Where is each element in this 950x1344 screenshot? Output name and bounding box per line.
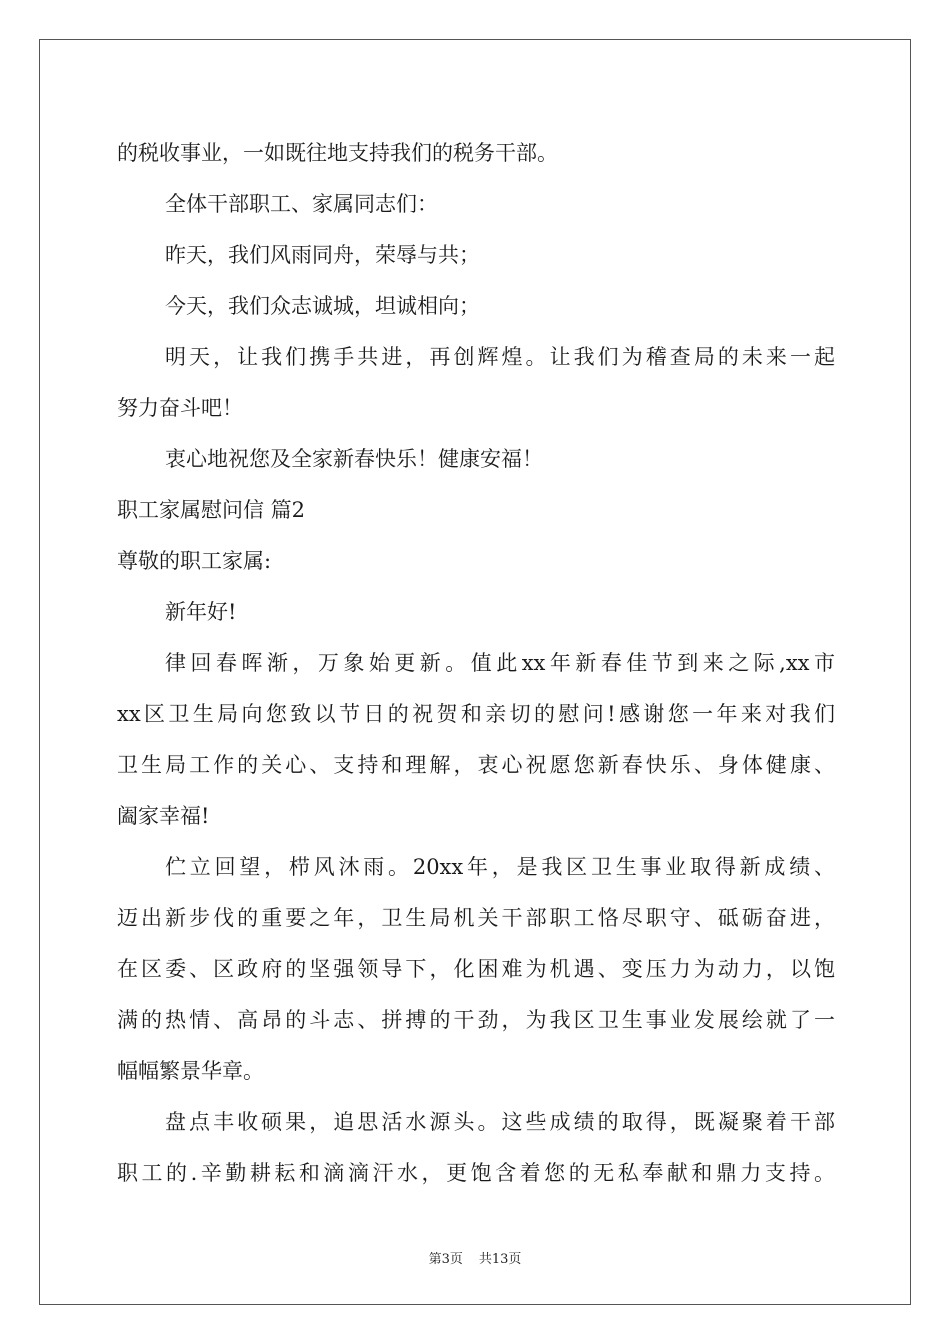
text-line: 满的热情、高昂的斗志、拼搏的干劲，为我区卫生事业发展绘就了一 — [117, 1008, 835, 1032]
text-line: 新年好! — [165, 600, 237, 624]
text-line: 盘点丰收硕果，追思活水源头。这些成绩的取得，既凝聚着干部 — [165, 1110, 835, 1134]
document-body — [117, 128, 835, 1199]
text-line: 尊敬的职工家属: — [117, 549, 272, 573]
total-page-count: 共13页 — [478, 1252, 522, 1267]
text-line: 今天，我们众志诚城，坦诚相向； — [165, 294, 480, 318]
text-line: 迈出新步伐的重要之年，卫生局机关干部职工恪尽职守、砥砺奋进， — [117, 906, 835, 930]
text-line: 职工家属慰问信 篇2 — [117, 498, 306, 522]
text-line: 明天，让我们携手共进，再创辉煌。让我们为稽查局的未来一起 — [165, 345, 835, 369]
text-line: 昨天，我们风雨同舟，荣辱与共； — [165, 243, 480, 267]
text-line: 全体干部职工、家属同志们： — [165, 192, 438, 216]
text-line: 幅幅繁景华章。 — [117, 1059, 264, 1083]
text-line: 的税收事业，一如既往地支持我们的税务干部。 — [117, 141, 558, 165]
text-line: 职工的.辛勤耕耘和滴滴汗水，更饱含着您的无私奉献和鼎力支持。 — [117, 1161, 835, 1185]
text-line: xx区卫生局向您致以节日的祝贺和亲切的慰问!感谢您一年来对我们 — [117, 702, 835, 726]
text-line: 律回春晖渐，万象始更新。值此xx年新春佳节到来之际,xx市 — [165, 651, 835, 675]
text-line: 卫生局工作的关心、支持和理解，衷心祝愿您新春快乐、身体健康、 — [117, 753, 835, 777]
text-line: 衷心地祝您及全家新春快乐！健康安福！ — [165, 447, 543, 471]
text-line: 努力奋斗吧！ — [117, 396, 243, 420]
text-line: 伫立回望，栉风沐雨。20xx年，是我区卫生事业取得新成绩、 — [165, 855, 835, 879]
text-line: 在区委、区政府的坚强领导下，化困难为机遇、变压力为动力，以饱 — [117, 957, 835, 981]
page-footer — [0, 1248, 950, 1267]
text-line: 阖家幸福! — [117, 804, 210, 828]
current-page-number: 第3页 — [428, 1252, 463, 1267]
